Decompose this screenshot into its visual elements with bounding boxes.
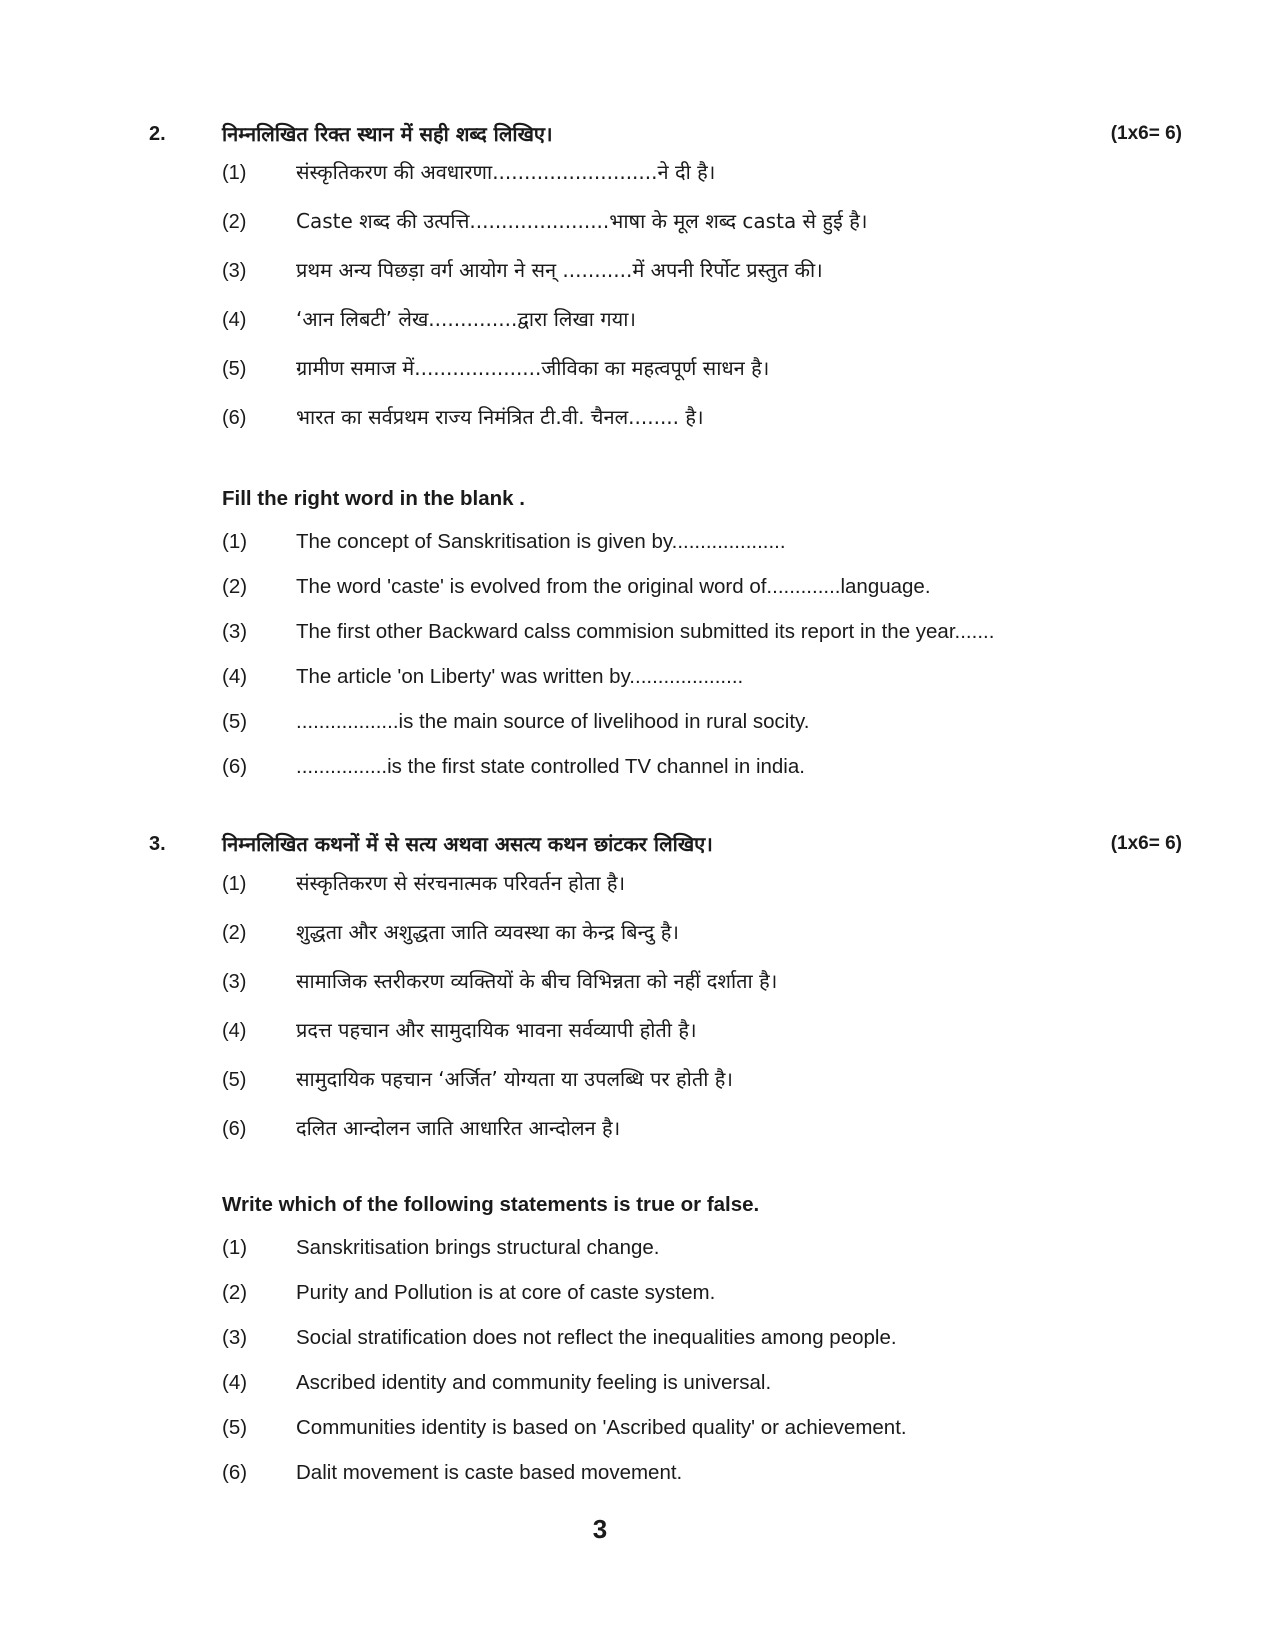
item-text: The first other Backward calss commision submitted its report in the year....... [296,620,995,643]
question-3-header [0,829,1275,859]
item-text: Purity and Pollution is at core of caste system. [296,1281,716,1304]
item-number: (2) [222,211,247,233]
item-number: (6) [222,407,247,429]
item-text: ‘आन लिबटी’ लेख..............द्वारा लिखा गया। [296,307,636,331]
item-text: Communities identity is based on 'Ascribed quality' or achievement. [296,1416,907,1439]
list-item [222,1323,907,1368]
list-item [222,662,994,707]
item-number: (4) [222,309,247,331]
item-number: (2) [222,575,248,598]
item-text: प्रदत्त पहचान और सामुदायिक भावना सर्वव्यापी होती है। [296,1018,697,1042]
list-item [222,527,994,572]
list-item [222,1458,907,1503]
item-text: सामुदायिक पहचान ‘अर्जित’ योग्यता या उपलब्धि पर होती है। [296,1067,733,1091]
item-text: संस्कृतिकरण की अवधारणा..........................ने दी है। [296,160,716,184]
question-2-header [0,119,1275,149]
item-text: सामाजिक स्तरीकरण व्यक्तियों के बीच विभिन्नता को नहीं दर्शाता है। [296,969,778,993]
item-text: दलित आन्दोलन जाति आधारित आन्दोलन है। [296,1116,621,1140]
question-3-english-title: Write which of the following statements is true or false. [222,1193,760,1216]
list-item [222,707,994,752]
list-item [222,572,994,617]
item-text: The word 'caste' is evolved from the original word of.............language. [296,575,931,598]
item-text: Sanskritisation brings structural change. [296,1236,660,1259]
list-item [222,1013,777,1062]
question-2-english-list [222,527,994,797]
list-item [222,617,994,662]
list-item [222,1413,907,1458]
question-marks: (1x6= 6) [1110,123,1182,144]
list-item [222,915,777,964]
item-number: (3) [222,260,247,282]
question-number: 3. [149,833,166,855]
question-3-hindi-list [222,866,777,1160]
item-text: ग्रामीण समाज में....................जीविका का महत्वपूर्ण साधन है। [296,356,770,380]
item-text: The article 'on Liberty' was written by.................... [296,665,744,688]
list-item [222,400,867,449]
item-number: (1) [222,1236,248,1259]
page-number: 3 [592,1514,608,1544]
list-item [222,1368,907,1413]
item-text: शुद्धता और अशुद्धता जाति व्यवस्था का केन्द्र बिन्दु है। [296,920,679,944]
item-number: (5) [222,1069,247,1091]
list-item [222,302,867,351]
list-item [222,204,867,253]
item-number: (5) [222,710,248,733]
item-text: ................is the first state controlled TV channel in india. [296,755,805,778]
item-text: Caste शब्द की उत्पत्ति......................भाषा के मूल शब्द casta से हुई है। [296,209,868,233]
item-number: (1) [222,530,248,553]
item-text: Ascribed identity and community feeling is universal. [296,1371,772,1394]
list-item [222,1233,907,1278]
question-title-hindi: निम्नलिखित कथनों में से सत्य अथवा असत्य कथन छांटकर लिखिए। [222,832,713,856]
item-number: (6) [222,1118,247,1140]
item-number: (2) [222,1281,248,1304]
list-item [222,155,867,204]
list-item [222,1062,777,1111]
question-title-hindi: निम्नलिखित रिक्त स्थान में सही शब्द लिखिए। [222,122,553,146]
list-item [222,1111,777,1160]
item-text: The concept of Sanskritisation is given by.................... [296,530,786,553]
item-number: (1) [222,162,247,184]
item-number: (5) [222,358,247,380]
list-item [222,1278,907,1323]
item-number: (1) [222,873,247,895]
item-text: Social stratification does not reflect the inequalities among people. [296,1326,897,1349]
question-2-english-title: Fill the right word in the blank . [222,487,525,510]
item-text: भारत का सर्वप्रथम राज्य निमंत्रित टी.वी. चैनल........ है। [296,405,704,429]
item-number: (5) [222,1416,248,1439]
item-text: प्रथम अन्य पिछड़ा वर्ग आयोग ने सन् ...........में अपनी रिर्पोट प्रस्तुत की। [296,258,823,282]
item-number: (3) [222,1326,248,1349]
question-number: 2. [149,123,166,145]
list-item [222,866,777,915]
question-marks: (1x6= 6) [1110,833,1182,854]
list-item [222,253,867,302]
item-number: (2) [222,922,247,944]
item-number: (4) [222,1020,247,1042]
item-text: संस्कृतिकरण से संरचनात्मक परिवर्तन होता है। [296,871,626,895]
list-item [222,351,867,400]
item-text: Dalit movement is caste based movement. [296,1461,683,1484]
list-item [222,752,994,797]
list-item [222,964,777,1013]
item-number: (4) [222,665,248,688]
item-number: (6) [222,755,248,778]
item-number: (3) [222,971,247,993]
question-3-english-list [222,1233,907,1503]
item-text: ..................is the main source of livelihood in rural socity. [296,710,810,733]
item-number: (4) [222,1371,248,1394]
item-number: (6) [222,1461,248,1484]
item-number: (3) [222,620,248,643]
question-2-hindi-list [222,155,867,449]
